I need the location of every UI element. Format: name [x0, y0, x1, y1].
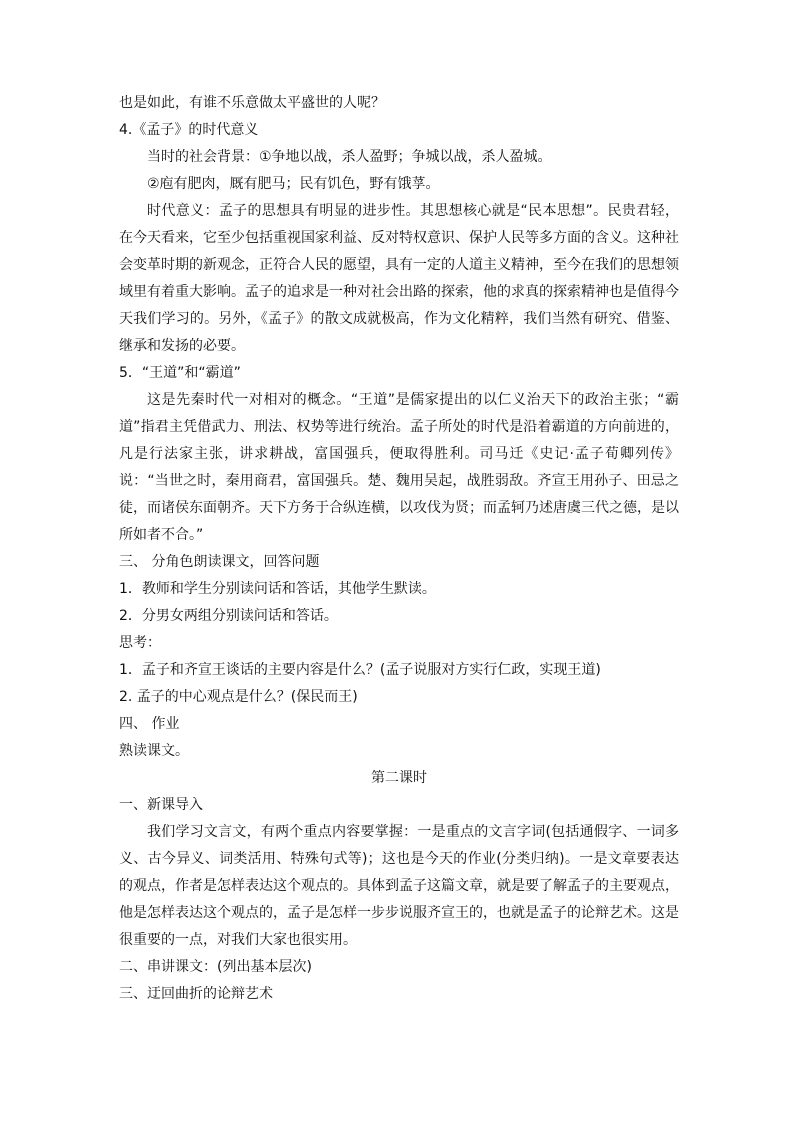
paragraph-wangdao-badao: 这是先秦时代一对相对的概念。“王道”是儒家提出的以仁义治天下的政治主张；“霸道”指君主凭借武力、刑法、权势等进行统治。孟子所处的时代是沿着霸道的方向前进的，凡是行法家主张，讲求耕战，富国强兵，便取得胜利。司马迁《史记·孟子荀卿列传》说：“当世之时，秦用商君，富国强兵。楚、魏用吴起，战胜弱敌。齐宣王用孙子、田忌之徒，而诸侯东面朝齐。天下方务于合纵连横，以攻伐为贤；而孟轲乃述唐虞三代之德，是以所如者不合。” — [119, 392, 679, 543]
paragraph-era-significance: 时代意义：孟子的思想具有明显的进步性。其思想核心就是“民本思想”。民贵君轻，在今天看来，它至少包括重视国家利益、反对特权意识、保护人民等多方面的含义。这种社会变革时期的新观念，正符合人民的愿望，具有一定的人道主义精神，至今在我们的思想领域里有着重大影响。孟子的追求是一种对社会出路的探索，他的求真的探索精神也是值得今天我们学习的。另外，《孟子》的散文成就极高，作为文化精粹，我们当然有研究、借鉴、继承和发扬的必要。 — [119, 203, 679, 354]
lesson-title: 第二课时 — [371, 770, 427, 786]
section-heading: 5．“王道”和“霸道” — [119, 365, 241, 381]
section-heading: 三、迂回曲折的论辩艺术 — [119, 986, 273, 1002]
text-line: 思考： — [119, 635, 161, 651]
document-page — [119, 90, 679, 1008]
text-line: ②庖有肥肉，厩有肥马；民有饥色，野有饿莩。 — [147, 176, 440, 192]
text-line: 1．教师和学生分别读问话和答话，其他学生默读。 — [119, 581, 436, 597]
section-heading: 四、 作业 — [119, 716, 180, 732]
text-line: 2．分男女两组分别读问话和答话。 — [119, 608, 338, 624]
text-line: 2. 孟子的中心观点是什么？(保民而王) — [119, 689, 358, 705]
paragraph-introduction: 我们学习文言文，有两个重点内容要掌握：一是重点的文言字词(包括通假字、一词多义、古今异义、词类活用、特殊句式等)；这也是今天的作业(分类归纳)。一是文章要表达的观点，作者是怎样表达这个观点的。具体到孟子这篇文章，就是要了解孟子的主要观点，他是怎样表达这个观点的，孟子是怎样一步步说服齐宣王的，也就是孟子的论辩艺术。这是很重要的一点，对我们大家也很实用。 — [119, 824, 679, 948]
text-line: 熟读课文。 — [119, 743, 189, 759]
text-line: 1．孟子和齐宣王谈话的主要内容是什么？(孟子说服对方实行仁政，实现王道) — [119, 662, 601, 678]
section-heading: 4.《孟子》的时代意义 — [119, 122, 259, 138]
text-line: 也是如此，有谁不乐意做太平盛世的人呢？ — [119, 95, 385, 111]
section-heading: 三、 分角色朗读课文，回答问题 — [119, 554, 320, 570]
section-heading: 一、新课导入 — [119, 797, 203, 813]
section-heading: 二、串讲课文：(列出基本层次) — [119, 959, 312, 975]
text-line: 当时的社会背景：①争地以战，杀人盈野；争城以战，杀人盈城。 — [147, 149, 552, 165]
